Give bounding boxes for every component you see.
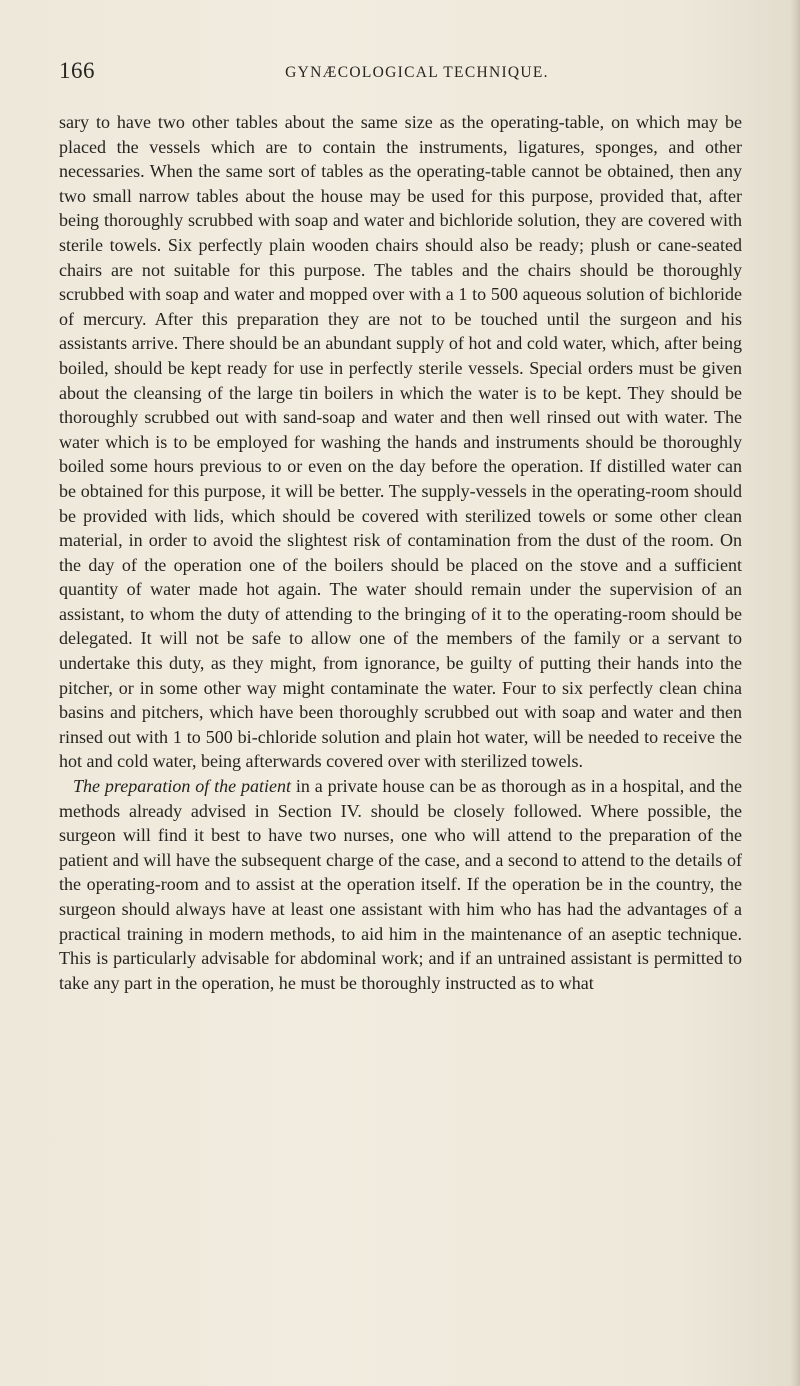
page-number: 166 — [59, 58, 95, 83]
running-head — [59, 58, 759, 86]
body-text — [59, 110, 742, 995]
paragraph-2 — [59, 774, 742, 995]
paragraph-2-text: in a private house can be as thorough as in a hospital, and the methods already advised in Section IV. should be closely followed. Where possible, the surgeon will find it best to have two nurses, one who will attend to the preparation of the patient and will have the subsequent charge of the case, and a second to attend to the details of the operating-room and to assist at the operation itself. If the operation be in the country, the surgeon should always have at least one assistant with him who has had the advantages of a practical training in modern methods, to aid him in the maintenance of an aseptic technique. This is particularly advisable for abdominal work; and if an untrained assistant is permitted to take any part in the operation, he must be thoroughly instructed as to what — [59, 776, 742, 993]
paragraph-1: sary to have two other tables about the same size as the operating-table, on which may be placed the vessels which are to contain the instruments, ligatures, sponges, and other necessaries. When the same sort of tables as the operating-table cannot be obtained, then any two small narrow tables about the house may be used for this purpose, provided that, after being thoroughly scrubbed with soap and water and bichloride solution, they are covered with sterile towels. Six perfectly plain wooden chairs should also be ready; plush or cane-seated chairs are not suitable for this purpose. The tables and the chairs should be thoroughly scrubbed with soap and water and mopped over with a 1 to 500 aqueous solution of bichloride of mercury. After this preparation they are not to be touched until the surgeon and his assistants arrive. There should be an abundant supply of hot and cold water, which, after being boiled, should be kept ready for use in perfectly sterile vessels. Special orders must be given about the cleansing of the large tin boilers in which the water is to be kept. They should be thoroughly scrubbed out with sand-soap and water and then well rinsed out with water. The water which is to be employed for washing the hands and instruments should be thoroughly boiled some hours previous to or even on the day before the operation. If distilled water can be obtained for this purpose, it will be better. The supply-vessels in the operating-room should be provided with lids, which should be covered with sterilized towels or some other clean material, in order to avoid the slightest risk of contamination from the dust of the room. On the day of the operation one of the boilers should be placed on the stove and a sufficient quantity of water made hot again. The water should remain under the supervision of an assistant, to whom the duty of attending to the bringing of it to the operating-room should be delegated. It will not be safe to allow one of the members of the family or a servant to undertake this duty, as they might, from ignorance, be guilty of putting their hands into the pitcher, or in some other way might contaminate the water. Four to six perfectly clean china basins and pitchers, which have been thoroughly scrubbed out with soap and water and then rinsed out with 1 to 500 bi-chloride solution and plain hot water, will be needed to receive the hot and cold water, being afterwards covered over with sterilized towels. — [59, 112, 742, 772]
page-edge-shadow — [790, 0, 800, 1386]
running-title: GYNÆCOLOGICAL TECHNIQUE. — [285, 64, 549, 81]
paragraph-2-italic-lead: The preparation of the patient — [73, 776, 292, 797]
